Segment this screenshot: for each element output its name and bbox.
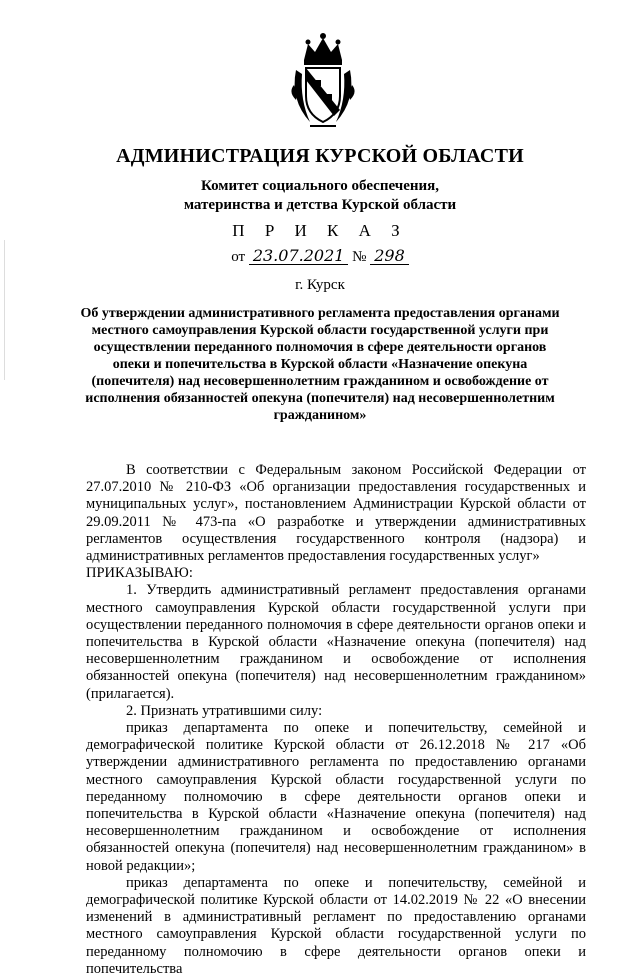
date-value: 23.07.2021 <box>249 248 349 265</box>
committee-line-1: Комитет социального обеспечения, <box>200 178 440 194</box>
document-subject-title: Об утверждении административного регламента предоставления органами местного самоуправления Курской области государственной услуги при осуществлении переданного полномочия в сфере деятельности органов опеки и попечительства в Курской области «Назначение опекуна (попечителя) над несовершеннолетним гражданином и освобождение от исполнения обязанностей опекуна (попечителя) над несовершеннолетним гражданином» <box>80 306 560 423</box>
committee-name <box>0 177 640 215</box>
kursk-coat-of-arms-icon <box>290 30 356 130</box>
organization-title: АДМИНИСТРАЦИЯ КУРСКОЙ ОБЛАСТИ <box>116 145 524 167</box>
number-prefix: № <box>352 249 367 265</box>
date-prefix: от <box>231 249 246 265</box>
number-value: 298 <box>370 248 409 265</box>
document-body <box>86 462 586 978</box>
item-2a-paragraph: приказ департамента по опеке и попечительству, семейной и демографической политике Курской области от 26.12.2018 № 217 «Об утверждении административного регламента по предоставлению органами местного самоуправления Курской области государственной услуги по переданному полномочию в сфере деятельности органов опеки и попечительства в Курской области «Назначение опекуна (попечителя) над несовершеннолетним гражданином и освобождение от исполнения обязанностей опекуна (попечителя) над несовершеннолетним гражданином» в новой редакции»; <box>86 720 586 874</box>
document-type: П Р И К А З <box>232 221 408 240</box>
date-number-line <box>0 248 640 266</box>
item-2-paragraph: 2. Признать утратившими силу: <box>126 702 323 719</box>
order-word: ПРИКАЗЫВАЮ: <box>86 565 193 582</box>
item-2b-paragraph: приказ департамента по опеке и попечительству, семейной и демографической политике Курской области от 14.02.2019 № 22 «О внесении изменений в административный регламент по предоставлению органами местного самоуправления Курской области государственной услуги по переданному полномочию в сфере деятельности органов опеки и попечительства <box>86 874 586 977</box>
city: г. Курск <box>295 277 345 293</box>
item-1-paragraph: 1. Утвердить административный регламент предоставления органами местного самоуправления Курской области государственной услуги при осуществлении переданного полномочия в сфере деятельности органов опеки и попечительства в Курской области «Назначение опекуна (попечителя) над несовершеннолетним гражданином и освобождение от исполнения обязанностей опекуна (попечителя) над несовершеннолетним гражданином» (прилагается). <box>86 582 586 702</box>
committee-line-2: материнства и детства Курской области <box>183 197 457 213</box>
preamble-paragraph: В соответствии с Федеральным законом Российской Федерации от 27.07.2010 № 210-ФЗ «Об организации предоставления государственных и муниципальных услуг», постановлением Администрации Курской области от 29.09.2011 № 473-па «О разработке и утверждении административных регламентов осуществления государственного контроля (надзора) и административных регламентов предоставления государственных услуг» <box>86 462 586 565</box>
